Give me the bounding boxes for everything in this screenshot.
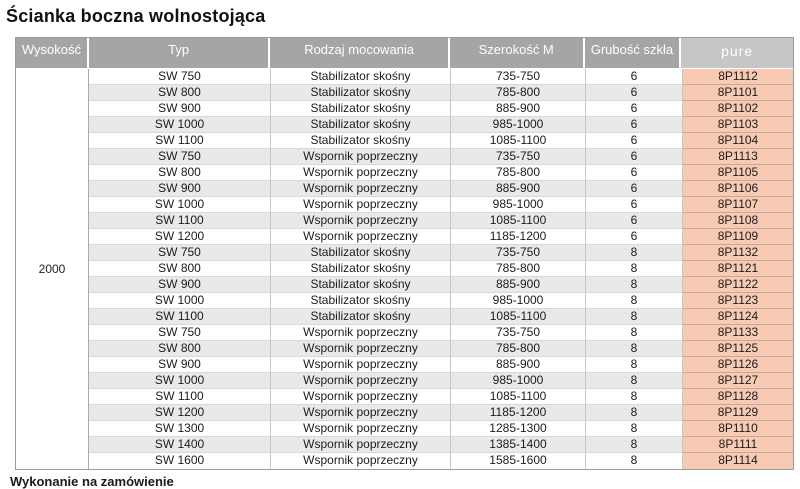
table-row [89,293,793,309]
cell-szerokosc-m: 885-900 [451,181,586,197]
cell-pure-code: 8P1109 [683,229,793,245]
cell-pure-code: 8P1112 [683,69,793,85]
cell-grubosc-szkla: 6 [586,229,683,245]
cell-szerokosc-m: 1085-1100 [451,309,586,325]
cell-pure-code: 8P1108 [683,213,793,229]
cell-typ: SW 900 [89,181,271,197]
cell-grubosc-szkla: 6 [586,149,683,165]
table-header-row [16,38,793,68]
cell-grubosc-szkla: 8 [586,405,683,421]
cell-pure-code: 8P1125 [683,341,793,357]
cell-typ: SW 800 [89,261,271,277]
table-row [89,325,793,341]
cell-szerokosc-m: 1385-1400 [451,437,586,453]
cell-typ: SW 800 [89,85,271,101]
table-row [89,453,793,469]
cell-szerokosc-m: 1185-1200 [451,229,586,245]
cell-rodzaj-mocowania: Wspornik poprzeczny [271,437,451,453]
cell-pure-code: 8P1129 [683,405,793,421]
cell-pure-code: 8P1122 [683,277,793,293]
cell-grubosc-szkla: 8 [586,245,683,261]
cell-grubosc-szkla: 6 [586,213,683,229]
table-row [89,181,793,197]
cell-rodzaj-mocowania: Wspornik poprzeczny [271,197,451,213]
column-header-rodzaj-mocowania: Rodzaj mocowania [270,38,450,68]
cell-rodzaj-mocowania: Stabilizator skośny [271,69,451,85]
cell-grubosc-szkla: 6 [586,165,683,181]
cell-szerokosc-m: 885-900 [451,277,586,293]
cell-pure-code: 8P1127 [683,373,793,389]
table-row [89,357,793,373]
cell-grubosc-szkla: 8 [586,421,683,437]
cell-szerokosc-m: 785-800 [451,261,586,277]
table-row [89,117,793,133]
cell-pure-code: 8P1132 [683,245,793,261]
cell-typ: SW 1200 [89,229,271,245]
table-row [89,229,793,245]
table-row [89,341,793,357]
cell-grubosc-szkla: 6 [586,101,683,117]
table-row [89,277,793,293]
cell-rodzaj-mocowania: Stabilizator skośny [271,101,451,117]
cell-typ: SW 1100 [89,309,271,325]
cell-pure-code: 8P1105 [683,165,793,181]
cell-rodzaj-mocowania: Wspornik poprzeczny [271,373,451,389]
table-row [89,85,793,101]
cell-grubosc-szkla: 8 [586,437,683,453]
cell-rodzaj-mocowania: Wspornik poprzeczny [271,229,451,245]
cell-szerokosc-m: 985-1000 [451,373,586,389]
cell-grubosc-szkla: 6 [586,69,683,85]
cell-pure-code: 8P1111 [683,437,793,453]
cell-typ: SW 1100 [89,133,271,149]
cell-grubosc-szkla: 8 [586,293,683,309]
cell-rodzaj-mocowania: Wspornik poprzeczny [271,325,451,341]
cell-pure-code: 8P1101 [683,85,793,101]
cell-pure-code: 8P1113 [683,149,793,165]
table-row [89,213,793,229]
table-row [89,149,793,165]
cell-rodzaj-mocowania: Wspornik poprzeczny [271,213,451,229]
cell-typ: SW 1100 [89,213,271,229]
cell-typ: SW 1000 [89,293,271,309]
cell-grubosc-szkla: 8 [586,389,683,405]
cell-pure-code: 8P1126 [683,357,793,373]
cell-rodzaj-mocowania: Stabilizator skośny [271,85,451,101]
page-title: Ścianka boczna wolnostojąca [6,6,266,26]
cell-rodzaj-mocowania: Wspornik poprzeczny [271,165,451,181]
cell-rodzaj-mocowania: Wspornik poprzeczny [271,389,451,405]
cell-rodzaj-mocowania: Wspornik poprzeczny [271,341,451,357]
cell-typ: SW 800 [89,165,271,181]
cell-pure-code: 8P1123 [683,293,793,309]
cell-grubosc-szkla: 6 [586,133,683,149]
cell-typ: SW 1000 [89,117,271,133]
cell-rodzaj-mocowania: Wspornik poprzeczny [271,453,451,469]
cell-rodzaj-mocowania: Stabilizator skośny [271,293,451,309]
cell-szerokosc-m: 985-1000 [451,117,586,133]
cell-szerokosc-m: 985-1000 [451,197,586,213]
cell-rodzaj-mocowania: Wspornik poprzeczny [271,405,451,421]
cell-typ: SW 900 [89,101,271,117]
cell-pure-code: 8P1110 [683,421,793,437]
column-header-typ: Typ [89,38,271,68]
table-row [89,245,793,261]
cell-grubosc-szkla: 8 [586,309,683,325]
cell-typ: SW 1200 [89,405,271,421]
cell-szerokosc-m: 885-900 [451,101,586,117]
cell-szerokosc-m: 1085-1100 [451,133,586,149]
cell-szerokosc-m: 1085-1100 [451,213,586,229]
merged-height-cell: 2000 [16,69,89,469]
cell-typ: SW 900 [89,357,271,373]
cell-rodzaj-mocowania: Stabilizator skośny [271,133,451,149]
table-row [89,373,793,389]
cell-grubosc-szkla: 6 [586,197,683,213]
cell-szerokosc-m: 785-800 [451,85,586,101]
cell-szerokosc-m: 735-750 [451,325,586,341]
cell-rodzaj-mocowania: Stabilizator skośny [271,277,451,293]
cell-pure-code: 8P1102 [683,101,793,117]
column-header-szerokosc-m: Szerokość M [450,38,585,68]
cell-typ: SW 1100 [89,389,271,405]
cell-grubosc-szkla: 8 [586,277,683,293]
cell-typ: SW 1600 [89,453,271,469]
cell-rodzaj-mocowania: Stabilizator skośny [271,261,451,277]
cell-pure-code: 8P1104 [683,133,793,149]
cell-rodzaj-mocowania: Wspornik poprzeczny [271,181,451,197]
cell-typ: SW 1000 [89,197,271,213]
cell-pure-code: 8P1133 [683,325,793,341]
cell-typ: SW 750 [89,245,271,261]
cell-szerokosc-m: 985-1000 [451,293,586,309]
cell-pure-code: 8P1114 [683,453,793,469]
table-row [89,437,793,453]
cell-grubosc-szkla: 8 [586,261,683,277]
cell-szerokosc-m: 1185-1200 [451,405,586,421]
cell-grubosc-szkla: 6 [586,117,683,133]
cell-typ: SW 900 [89,277,271,293]
table-row [89,165,793,181]
cell-szerokosc-m: 785-800 [451,341,586,357]
cell-rodzaj-mocowania: Wspornik poprzeczny [271,149,451,165]
cell-szerokosc-m: 1085-1100 [451,389,586,405]
table-row [89,261,793,277]
cell-grubosc-szkla: 8 [586,341,683,357]
cell-pure-code: 8P1128 [683,389,793,405]
cell-pure-code: 8P1107 [683,197,793,213]
cell-typ: SW 750 [89,69,271,85]
cell-typ: SW 1400 [89,437,271,453]
column-header-wysokosc: Wysokość [16,38,89,68]
cell-szerokosc-m: 735-750 [451,245,586,261]
cell-pure-code: 8P1103 [683,117,793,133]
cell-grubosc-szkla: 8 [586,453,683,469]
cell-grubosc-szkla: 6 [586,181,683,197]
table-row [89,309,793,325]
table-body [16,68,793,469]
table-row [89,389,793,405]
product-spec-table [15,37,794,470]
cell-pure-code: 8P1121 [683,261,793,277]
cell-szerokosc-m: 1285-1300 [451,421,586,437]
cell-typ: SW 800 [89,341,271,357]
cell-typ: SW 1000 [89,373,271,389]
cell-szerokosc-m: 1585-1600 [451,453,586,469]
cell-rodzaj-mocowania: Wspornik poprzeczny [271,421,451,437]
cell-rodzaj-mocowania: Stabilizator skośny [271,309,451,325]
table-row [89,69,793,85]
table-rows-container [89,69,793,469]
table-row [89,405,793,421]
cell-rodzaj-mocowania: Stabilizator skośny [271,117,451,133]
cell-grubosc-szkla: 6 [586,85,683,101]
cell-grubosc-szkla: 8 [586,373,683,389]
cell-szerokosc-m: 885-900 [451,357,586,373]
cell-typ: SW 750 [89,149,271,165]
column-header-pure-brand: pure [681,38,793,68]
footer-note-clipped: Wykonanie na zamówienie [10,474,174,489]
cell-rodzaj-mocowania: Stabilizator skośny [271,245,451,261]
cell-pure-code: 8P1124 [683,309,793,325]
cell-rodzaj-mocowania: Wspornik poprzeczny [271,357,451,373]
cell-pure-code: 8P1106 [683,181,793,197]
cell-typ: SW 1300 [89,421,271,437]
column-header-grubosc-szkla: Grubość szkła [585,38,682,68]
cell-szerokosc-m: 735-750 [451,149,586,165]
cell-grubosc-szkla: 8 [586,357,683,373]
table-row [89,421,793,437]
table-row [89,197,793,213]
table-row [89,101,793,117]
cell-szerokosc-m: 785-800 [451,165,586,181]
cell-typ: SW 750 [89,325,271,341]
cell-grubosc-szkla: 8 [586,325,683,341]
cell-szerokosc-m: 735-750 [451,69,586,85]
table-row [89,133,793,149]
